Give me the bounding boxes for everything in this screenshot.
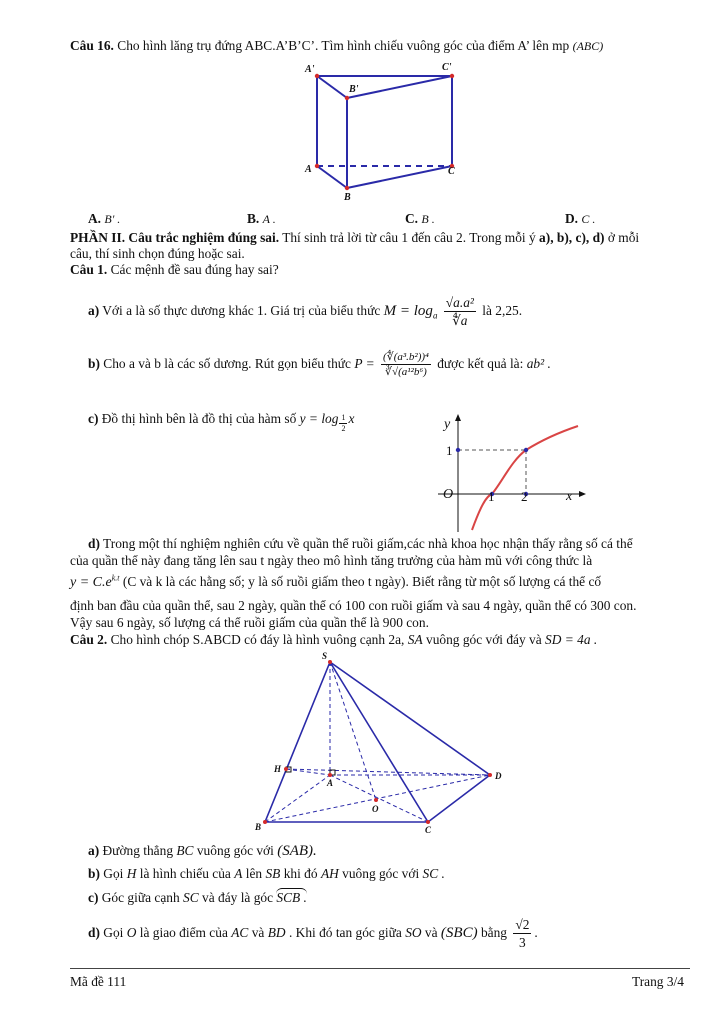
angle-scb: SCB . [276,890,307,905]
c2-statement: Câu 2. Cho hình chóp S.ABCD có đáy là hình vuông cạnh 2a, SA vuông góc với đáy và SD = 4a . [70,632,598,647]
c1-label: Câu 1. [70,262,108,277]
c2-item-d: d) Gọi O là giao điểm của AC và BD . Khi đó tan góc giữa SO và (SBC) bằng $\frac{√2}{3}$ . [88,917,538,951]
label-C2: C [425,825,432,835]
graph-tick-y1: 1 [446,443,453,458]
part2-intro: PHẦN II. Câu trắc nghiệm đúng sai. Thí sinh trả lời từ câu 1 đến câu 2. Trong mỗi ý a), b), c), d) ở mỗi [70,230,640,245]
label-A2: A [327,778,334,788]
graph-tick-x1: 1 [488,489,495,504]
prism-figure [295,58,475,208]
label-C1: C' [442,62,452,73]
label-O: O [372,804,379,814]
label-D: D [495,771,502,781]
q16-plane: (ABC) [572,39,604,53]
q16-label: Câu 16. [70,38,114,53]
label-B: B [344,192,351,203]
pyramid-figure [250,650,515,835]
footer-page: Trang 3/4 [632,974,684,989]
graph-y-label: y [444,417,451,432]
c1-item-d: d) Trong một thí nghiệm nghiên cứu về quần thể ruồi giấm,các nhà khoa học nhận thấy rằng số cá thể [88,536,633,551]
c1-d-formula-line: $y = C.e^{k.t}$ (C và k là các hằng số; y là số ruồi giấm theo t ngày). Biết rằng từ một số lượng cá thể cố [70,573,602,590]
q16-text: Cho hình lăng trụ đứng ABC.A’B’C’. Tìm hình chiếu vuông góc của điểm A’ lên mp [117,38,570,53]
graph-origin: O [443,487,454,502]
option-d[interactable]: D. C . [565,211,596,226]
c2-item-c: c) Góc giữa cạnh SC và đáy là góc SCB . [88,890,307,905]
c1-statement: Câu 1. Các mệnh đề sau đúng hay sai? [70,262,279,277]
frac-b: $\frac{\text{(∜(a³.b²))⁴}}{\text{∛√(a¹²b⁶)}}$ [383,351,429,379]
c1-item-a: a) Với a là số thực dương khác 1. Giá trị của biểu thức $M = \log_a$ $\frac{\text{√a.a²}}{∜a}$ là 2,25. [88,295,523,329]
part2-intro-line2: câu, thí sinh chọn đúng hoặc sai. [70,246,245,261]
label-B1: B' [349,84,359,95]
footer-divider [70,968,690,969]
option-b[interactable]: B. A . [247,211,276,226]
graph-x-label: x [566,489,573,504]
label-C: C [448,166,455,177]
label-A: A [305,164,312,175]
option-c[interactable]: C. B . [405,211,435,226]
log-graph [430,412,600,534]
frac-d: $\frac{√2}{3}$ [515,917,530,951]
c2-item-a: a) Đường thẳng BC vuông góc với (SAB). [88,843,317,859]
q16-statement [70,37,603,55]
part2-heading: PHẦN II. Câu trắc nghiệm đúng sai. [70,230,280,245]
c1-item-c: c) Đồ thị hình bên là đồ thị của hàm số y = log $\frac{1}{2}$ x [88,411,355,433]
option-a[interactable]: A. B' . [88,211,121,226]
label-A1: A' [305,64,315,75]
frac-a: $\frac{\text{√a.a²}}{∜a}$ [445,295,474,329]
label-S: S [322,651,328,661]
graph-tick-x2: 2 [521,489,528,504]
label-H: H [274,764,282,774]
c2-item-b: b) Gọi H là hình chiếu của A lên SB khi đó AH vuông góc với SC . [88,866,445,881]
footer-code: Mã đề 111 [70,974,127,989]
c1-item-b: b) Cho a và b là các số dương. Rút gọn biểu thức P = $\frac{\text{(∜(a³.b²))⁴}}{\text{∛√(a¹²b⁶)}}$ được kết quả là: ab² . [88,351,551,379]
label-B2: B [255,822,262,832]
c2-label: Câu 2. [70,632,108,647]
